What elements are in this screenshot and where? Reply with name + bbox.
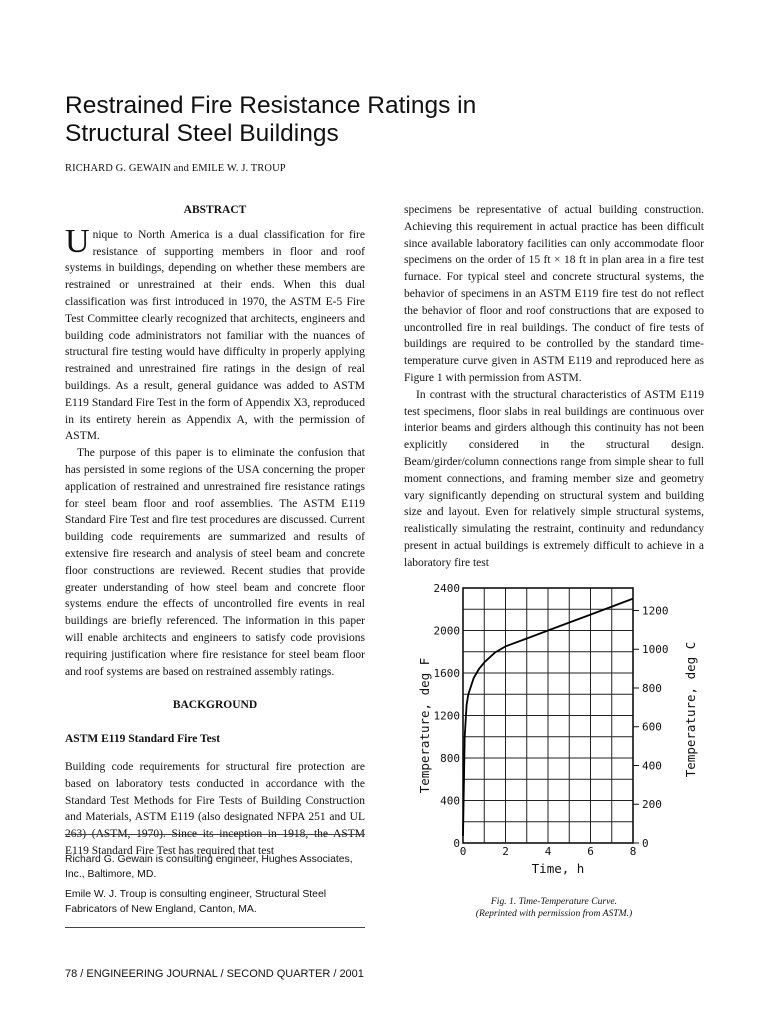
footnotes [65, 852, 365, 922]
abstract-paragraph-1-text: nique to North America is a dual classification for fire resistance of supporting members in floor and roof systems in buildings, depending on whether these members are restrained or unrestrained at their ends. When this dual classification was first introduced in 1970, the ASTM E-5 Fire Test Committee clearly recognized that architects, engineers and building code administrators not familiar with the nuances of structural fire testing would have difficulty in properly applying restrained and unrestrained fire ratings in the design of real buildings. As a result, general guidance was added to ASTM E119 Standard Fire Test in the form of Appendix X3, reproduced in its entirety herein as Appendix A, with the permission of ASTM. [65, 228, 365, 443]
authors: RICHARD G. GEWAIN and EMILE W. J. TROUP [65, 163, 286, 174]
right-paragraph-2: In contrast with the structural characteristics of ASTM E119 test specimens, floor slabs in real buildings are continuous over interior beams and girders although this continuity has not been explicitly considered in the structural design. Beam/girder/column connections range from simple shear to full moment connections, and framing member size and geometry vary significantly depending on structural system and building size and layout. Even for relatively simple structural systems, realistically simulating the restraint, continuity and redundancy present in actual buildings is extremely difficult to achieve in a laboratory fire test [404, 388, 704, 569]
x-axis-label: Time, h [531, 861, 585, 876]
background-subheading: ASTM E119 Standard Fire Test [65, 733, 221, 746]
y-tick-label: 1200 [433, 709, 460, 723]
background-paragraph-1: Building code requirements for structural fire protection are based on laboratory tests conducted in accordance with the Standard Test Methods for Fire Tests of Building Construction and Materials, ASTM E119 (also designated NFPA 251 and UL 263) (ASTM, 1970). Since its inception in 1918, the ASTM E119 Standard Fire Test has required that test [65, 760, 365, 857]
y-tick-label: 400 [440, 794, 460, 808]
y2-tick-label: 600 [642, 720, 662, 734]
abstract-heading: ABSTRACT [183, 204, 247, 216]
figure-caption [404, 896, 704, 920]
y-tick-label: 2400 [433, 582, 460, 595]
background-heading: BACKGROUND [172, 699, 258, 712]
x-tick-label: 8 [629, 845, 637, 858]
figure-caption-line-1: Fig. 1. Time-Temperature Curve. [490, 896, 618, 907]
y2-axis-label: Temperature, deg C [683, 641, 698, 778]
y-tick-label: 0 [453, 837, 460, 850]
title-line-1: Restrained Fire Resistance Ratings in [65, 92, 477, 119]
x-tick-label: 2 [502, 845, 509, 858]
footnote-divider-top [65, 834, 365, 835]
time-temperature-chart [408, 578, 704, 888]
y2-tick-label: 400 [642, 759, 662, 773]
footnote-2: Emile W. J. Troup is consulting engineer, Structural Steel Fabricators of New England, Canton, MA. [65, 889, 327, 915]
y-tick-label: 800 [440, 752, 460, 765]
x-tick-label: 6 [587, 845, 594, 858]
y-tick-label: 2000 [433, 624, 460, 638]
page-footer: 78 / ENGINEERING JOURNAL / SECOND QUARTER / 2001 [65, 968, 364, 980]
figure-1 [408, 578, 704, 888]
abstract-paragraph-1 [65, 222, 365, 445]
x-tick-label: 4 [544, 845, 552, 858]
paper-title [65, 92, 705, 148]
title-line-2: Structural Steel Buildings [65, 120, 339, 147]
right-column [404, 202, 704, 572]
x-tick-label: 0 [459, 845, 467, 858]
drop-cap: U [65, 222, 90, 260]
y2-tick-label: 200 [642, 798, 662, 812]
left-column [65, 202, 365, 860]
footnote-1: Richard G. Gewain is consulting engineer, Hughes Associates, Inc., Baltimore, MD. [65, 854, 353, 880]
footnote-divider-bottom [65, 927, 365, 928]
right-paragraph-1: specimens be representative of actual building construction. Achieving this requirement in actual practice has been difficult since available laboratory facilities can only accommodate floor specimens on the order of 15 ft × 18 ft in plan area in a fire test furnace. For typical steel and concrete structural systems, the behavior of specimens in an ASTM E119 fire test do not reflect the behavior of floor and roof constructions that are exposed to uncontrolled fire in real buildings. The conduct of fire tests of buildings are required to be controlled by the standard time-temperature curve given in ASTM E119 and reproduced here as Figure 1 with permission from ASTM. [404, 204, 704, 384]
y2-tick-label: 1200 [642, 604, 669, 618]
y2-tick-label: 0 [642, 837, 649, 850]
y-axis-label: Temperature, deg F [417, 657, 432, 794]
y2-tick-label: 1000 [642, 643, 669, 657]
y-tick-label: 1600 [433, 667, 460, 680]
y2-tick-label: 800 [642, 681, 662, 695]
abstract-paragraph-2: The purpose of this paper is to eliminate the confusion that has persisted in some regions of the USA concerning the proper application of restrained and unrestrained fire resistance ratings for steel beam floor and roof assemblies. The ASTM E119 Standard Fire Test and fire test procedures are discussed. Current building code requirements are summarized and results of extensive fire research and analysis of steel beam and concrete floor constructions are reviewed. Recent studies that provide greater understanding of how steel beam and concrete floor systems endure the effects of uncontrolled fire events in real buildings are briefly referenced. The information in this paper will enable architects and engineers to satisfy code provisions requiring justification where fire resistance for steel beam floor and roof systems are based on restrained assembly ratings. [65, 447, 365, 678]
figure-caption-line-2: (Reprinted with permission from ASTM.) [475, 908, 633, 919]
